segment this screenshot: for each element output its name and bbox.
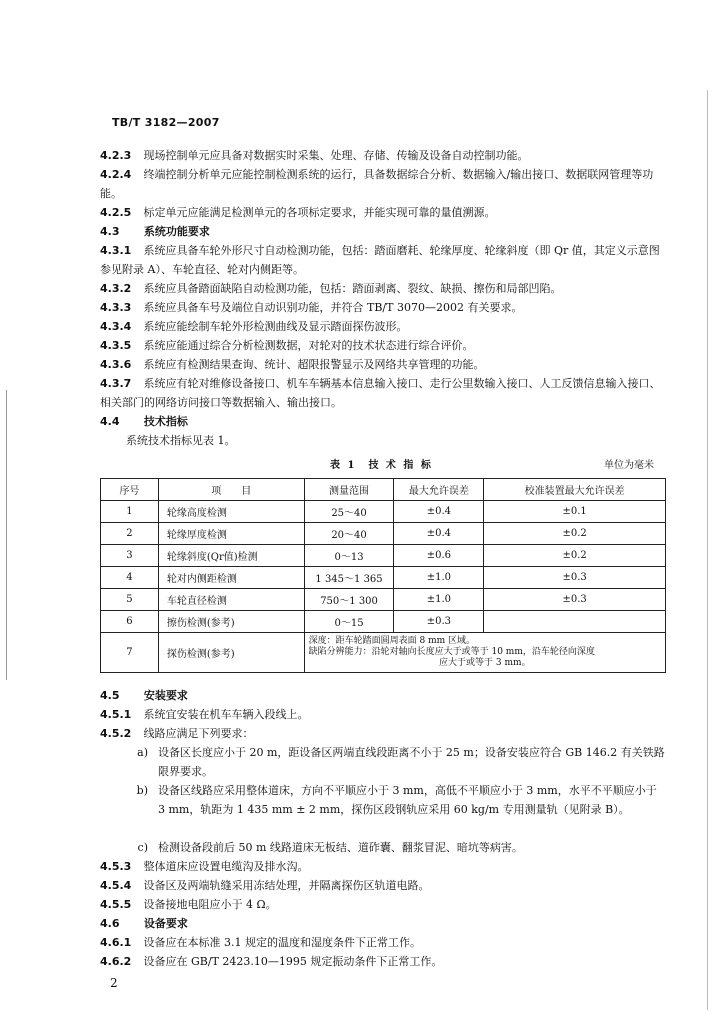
header-calib-error: 校准装置最大允许误差 [484,479,666,501]
technical-specs-table-block [100,456,666,673]
list-item-c: c) 检测设备段前后 50 m 线路道床无板结、道砟囊、翻浆冒泥、暗坑等病害。 [137,841,523,854]
list-item-b: b) 设备区线路应采用整体道床，方向不平顺应小于 3 mm，高低不平顺应小于 3 mm，水平不平顺应小于 3 mm，轨距为 1 435 mm ± 2 mm，探伤区段钢轨应采用 60 kg/m 专用测量轨（见附录 B）。 [136,784,657,816]
clause-4-5-3: 4.5.3 整体道床应设置电缆沟及排水沟。 [100,860,309,873]
clause-4-5-5: 4.5.5 设备接地电阻应小于 4 Ω。 [100,898,277,911]
cell-calib-error: ±0.3 [484,589,666,611]
table-caption [100,456,666,474]
table-row [101,567,666,589]
header-item: 项 目 [158,479,304,501]
clause-4-3-5: 4.3.5 系统应能通过综合分析检测数据，对轮对的技术状态进行综合评价。 [100,339,474,352]
clause-4-3-2: 4.3.2 系统应具备踏面缺陷自动检测功能，包括：踏面剥离、裂纹、缺损、擦伤和局部凹陷。 [100,282,562,295]
section-4-4-heading: 4.4 技术指标 [100,415,188,428]
cell-range: 1 345～1 365 [304,567,394,589]
cell-calib-error: ±0.2 [484,545,666,567]
clause-4-3-7: 4.3.7 系统应有轮对维修设备接口、机车车辆基本信息输入接口、走行公里数输入接口、人工反馈信息输入接口、相关部门的网络访问接口等数据输入、输出接口。 [100,377,661,409]
cell-flaw-detection-spec [304,633,665,673]
cell-no: 2 [101,523,159,545]
lower-clauses [100,686,666,971]
clause-4-3-1: 4.3.1 系统应具备车轮外形尺寸自动检测功能，包括：踏面磨耗、轮缘厚度、轮缘斜度（即 Qr 值，其定义示意图参见附录 A）、车轮直径、轮对内侧距等。 [100,244,660,276]
table-unit: 单位为毫米 [604,460,654,471]
scan-edge-line [707,90,708,1010]
clause-4-2-3: 4.2.3 现场控制单元应具备对数据实时采集、处理、存储、传输及设备自动控制功能。 [100,149,529,162]
table-row [101,523,666,545]
header-no: 序号 [101,479,159,501]
section-4-6-heading: 4.6 设备要求 [100,917,188,930]
cell-max-error: ±1.0 [394,589,484,611]
cell-no: 5 [101,589,159,611]
cell-no: 7 [101,633,159,673]
table-row-flaw-detection [101,633,666,673]
cell-no: 3 [101,545,159,567]
table-row [101,589,666,611]
clause-4-5-1: 4.5.1 系统宜安装在机车车辆入段线上。 [100,708,309,721]
cell-calib-error: ±0.3 [484,567,666,589]
standard-header: TB/T 3182—2007 [112,116,220,129]
flaw-resolution-note: 缺陷分辨能力：沿轮对轴向长度应大于或等于 10 mm，沿车轮径向深度 [308,647,595,657]
flaw-depth-note: 深度：距车轮踏面圆周表面 8 mm 区域。 [308,636,476,646]
cell-item: 轮缘斜度(Qr值)检测 [158,545,304,567]
flaw-resolution-note-cont: 应大于或等于 3 mm。 [439,658,531,668]
cell-range: 25～40 [304,501,394,523]
cell-range: 750～1 300 [304,589,394,611]
cell-item: 车轮直径检测 [158,589,304,611]
cell-item: 轮缘厚度检测 [158,523,304,545]
cell-calib-error: ±0.2 [484,523,666,545]
section-4-5-heading: 4.5 安装要求 [100,689,188,702]
header-range: 测量范围 [304,479,394,501]
cell-max-error: ±0.6 [394,545,484,567]
header-max-error: 最大允许误差 [394,479,484,501]
cell-max-error: ±0.3 [394,611,484,633]
cell-range: 20～40 [304,523,394,545]
cell-item: 轮缘高度检测 [158,501,304,523]
scan-binding-line [6,390,7,680]
cell-no: 6 [101,611,159,633]
cell-no: 4 [101,567,159,589]
cell-item: 擦伤检测(参考) [158,611,304,633]
cell-max-error: ±0.4 [394,501,484,523]
cell-max-error: ±1.0 [394,567,484,589]
cell-max-error: ±0.4 [394,523,484,545]
clause-4-3-4: 4.3.4 系统应能绘制车轮外形检测曲线及显示踏面探伤波形。 [100,320,408,333]
table-row [101,611,666,633]
clause-4-6-2: 4.6.2 设备应在 GB/T 2423.10—1995 规定振动条件下正常工作。 [100,955,443,968]
clause-4-5-4: 4.5.4 设备区及两端轨缝采用冻结处理，并隔离探伤区轨道电路。 [100,879,430,892]
table-row [101,501,666,523]
table-row [101,545,666,567]
list-item-a: a) 设备区长度应小于 20 m，距设备区两端直线段距离不小于 25 m；设备安装应符合 GB 146.2 有关铁路限界要求。 [137,746,665,778]
clause-4-5-2: 4.5.2 线路应满足下列要求： [100,727,254,740]
upper-clauses [100,146,666,450]
clause-4-3-3: 4.3.3 系统应具备车号及端位自动识别功能，并符合 TB/T 3070—2002 有关要求。 [100,301,523,314]
cell-no: 1 [101,501,159,523]
table-title: 表 1 技 术 指 标 [330,460,433,471]
cell-calib-error: ±0.1 [484,501,666,523]
cell-range: 0～15 [304,611,394,633]
table-header-row [101,479,666,501]
clause-4-2-4: 4.2.4 终端控制分析单元应能控制检测系统的运行，具备数据综合分析、数据输入/输出接口、数据联网管理等功能。 [100,168,654,200]
table-reference-text: 系统技术指标见表 1。 [126,434,236,447]
clause-4-3-6: 4.3.6 系统应有检测结果查询、统计、超限报警显示及网络共享管理的功能。 [100,358,485,371]
section-4-3-heading: 4.3 系统功能要求 [100,225,210,238]
page-number: 2 [110,976,118,990]
clause-4-2-5: 4.2.5 标定单元应能满足检测单元的各项标定要求，并能实现可靠的量值溯源。 [100,206,496,219]
clause-4-6-1: 4.6.1 设备应在本标准 3.1 规定的温度和湿度条件下正常工作。 [100,936,421,949]
cell-item: 探伤检测(参考) [158,633,304,673]
cell-item: 轮对内侧距检测 [158,567,304,589]
cell-range: 0～13 [304,545,394,567]
technical-specs-table [100,478,666,673]
cell-calib-error [484,611,666,633]
